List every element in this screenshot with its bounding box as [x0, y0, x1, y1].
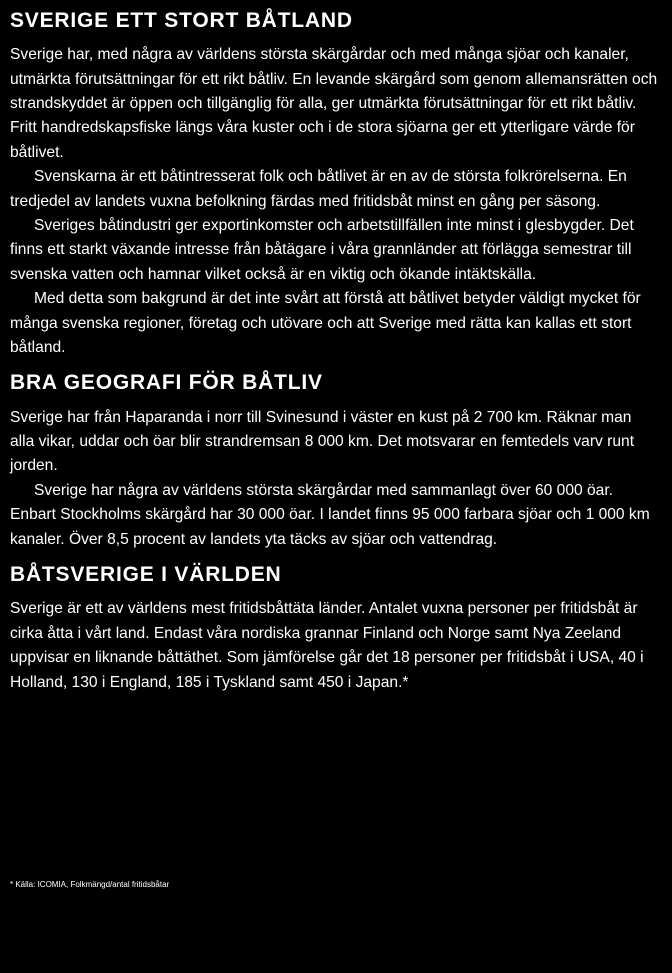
- section-bra-geografi: [10, 370, 660, 552]
- section-sverige-batland: [10, 8, 660, 360]
- paragraph: Sverige har från Haparanda i norr till Svinesund i väster en kust på 2 700 km. Räknar man alla vikar, uddar och öar blir strandremsan 8 000 km. Det motsvarar en femtedels varv runt jorden.: [10, 408, 635, 475]
- footnote: * Källa: ICOMIA, Folkmängd/antal fritidsbåtar: [10, 880, 170, 889]
- paragraph: Sverige har, med några av världens största skärgårdar och med många sjöar och kanaler, utmärkta förutsättningar för ett rikt båtliv. En levande skärgård som genom allemansrätten och strandskyddet är öppen och tillgänglig för alla, ger utmärkta förutsättningar för ett rikt båtliv. Fritt handredskapsfiske längs våra kuster och i de stora sjöarna ger ett ytterligare värde för båtlivet.: [10, 46, 658, 161]
- paragraph: Sveriges båtindustri ger exportinkomster och arbetstillfällen inte minst i glesbygder. Det finns ett starkt växande intresse från båtägare i våra grannländer att förlägga semestrar till svenska vatten och hamnar vilket också är en viktig och ökande intäktskälla.: [10, 217, 634, 283]
- paragraph: Svenskarna är ett båtintresserat folk och båtlivet är en av de största folkrörelserna. En tredjedel av landets vuxna befolkning färdas med fritidsbåt minst en gång per säsong.: [10, 168, 627, 210]
- section-batsverige-varlden: [10, 562, 660, 695]
- section-heading: SVERIGE ETT STORT BÅTLAND: [10, 9, 353, 32]
- paragraph: Sverige är ett av världens mest fritidsbåttäta länder. Antalet vuxna personer per fritidsbåt är cirka åtta i vårt land. Endast våra nordiska grannar Finland och Norge samt Nya Zeeland uppvisar en liknande båttäthet. Som jämförelse går det 18 personer per fritidsbåt i USA, 40 i Holland, 130 i England, 185 i Tyskland samt 450 i Japan.*: [10, 600, 644, 691]
- paragraph: Sverige har några av världens största skärgårdar med sammanlagt över 60 000 öar. Enbart Stockholms skärgård har 30 000 öar. I landet finns 95 000 farbara sjöar och 1 000 km kanaler. Över 8,5 procent av landets yta täcks av sjöar och vattendrag.: [10, 481, 650, 548]
- paragraph: Med detta som bakgrund är det inte svårt att förstå att båtlivet betyder väldigt mycket för många svenska regioner, företag och utövare och att Sverige med rätta kan kallas ett stort båtland.: [10, 290, 641, 357]
- section-heading: BRA GEOGRAFI FÖR BÅTLIV: [10, 371, 323, 395]
- section-heading: BÅTSVERIGE I VÄRLDEN: [10, 563, 282, 587]
